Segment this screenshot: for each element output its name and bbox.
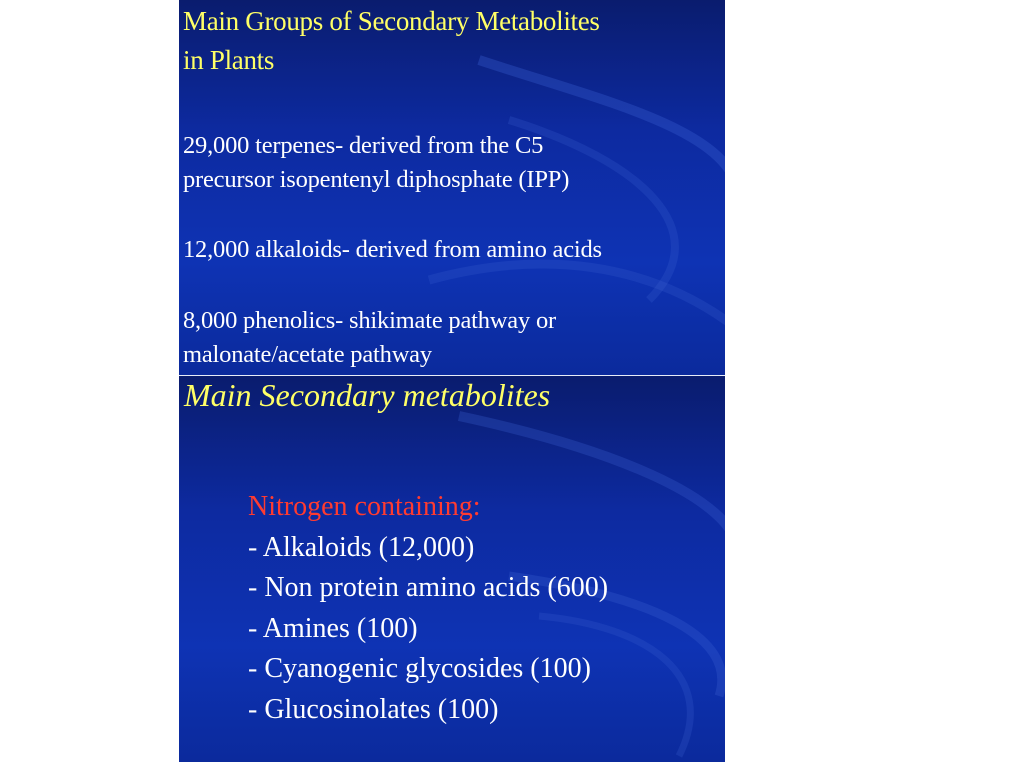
slide-top xyxy=(179,0,725,375)
metabolite-list xyxy=(248,487,608,730)
list-item: - Alkaloids (12,000) xyxy=(248,531,475,563)
list-item: - Non protein amino acids (600) xyxy=(248,572,609,603)
slide-bottom xyxy=(179,376,725,762)
list-item: - Cyanogenic glycosides (100) xyxy=(248,653,591,684)
terpenes-paragraph xyxy=(183,129,569,197)
paragraph-line: precursor isopentenyl diphosphate (IPP) xyxy=(183,166,570,193)
paragraph-line: 29,000 terpenes- derived from the C5 xyxy=(183,132,544,159)
phenolics-paragraph xyxy=(183,304,556,372)
paragraph-line: malonate/acetate pathway xyxy=(183,341,432,368)
slide-title-line: in Plants xyxy=(183,45,275,75)
list-item: - Glucosinolates (100) xyxy=(248,693,499,725)
slide-title xyxy=(183,2,600,80)
list-heading: Nitrogen containing: xyxy=(248,491,481,522)
paragraph-line: 12,000 alkaloids- derived from amino acids xyxy=(183,236,602,263)
slide-title: Main Secondary metabolites xyxy=(184,377,551,413)
paragraph-line: 8,000 phenolics- shikimate pathway or xyxy=(183,307,556,334)
list-item: - Amines (100) xyxy=(248,612,418,644)
slide-title-line: Main Groups of Secondary Metabolites xyxy=(183,6,600,36)
alkaloids-paragraph xyxy=(183,233,602,267)
